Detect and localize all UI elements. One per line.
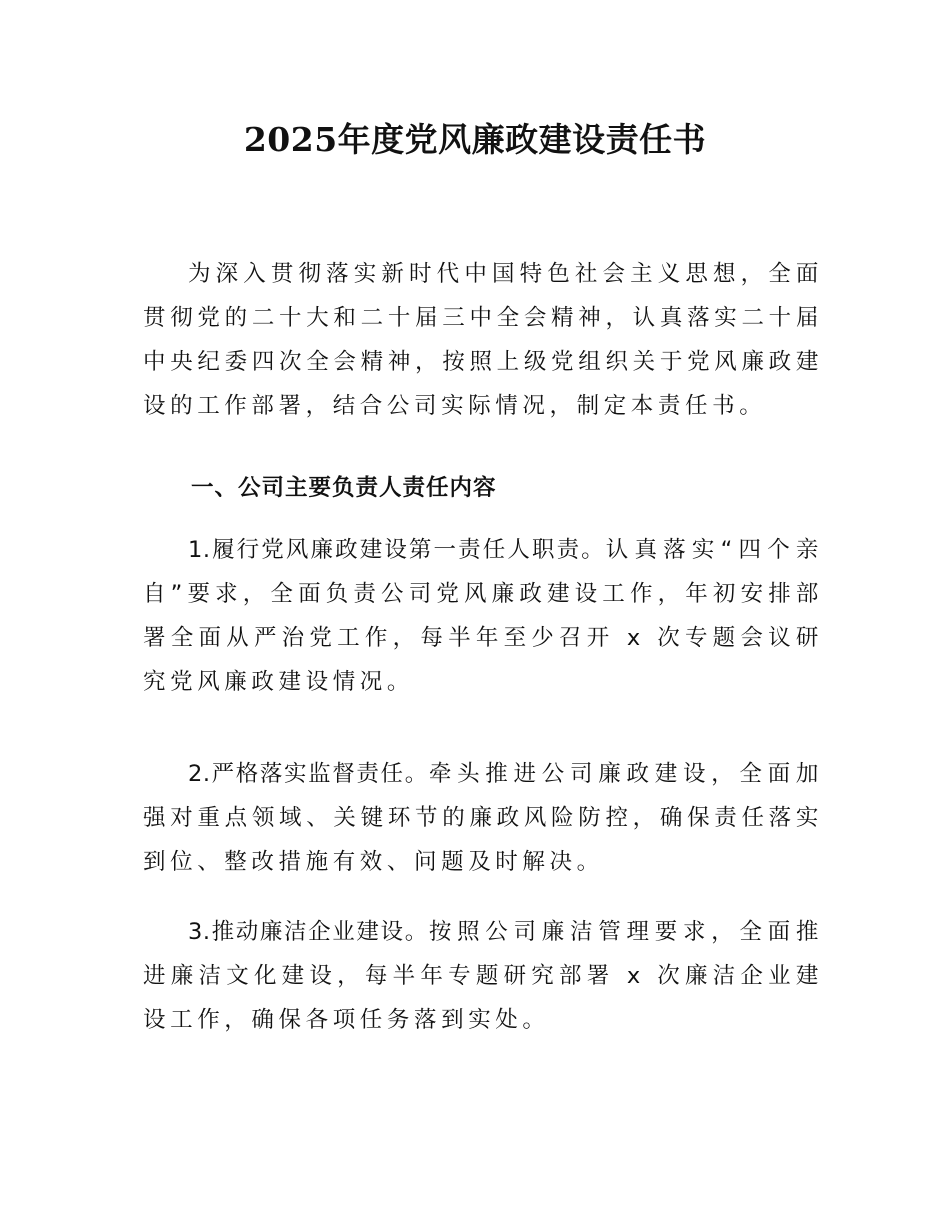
item-text: 牵头推进公司廉政建设，全面加强对重点领域、关键环节的廉政风险防控，确保责任落实到位、整改措施有效、问题及时解决。 (143, 761, 823, 875)
intro-paragraph: 为深入贯彻落实新时代中国特色社会主义思想，全面贯彻党的二十大和二十届三中全会精神，认真落实二十届中央纪委四次全会精神，按照上级党组织关于党风廉政建设的工作部署，结合公司实际情况，制定本责任书。 (143, 261, 823, 419)
item-lead: 3.推动廉洁企业建设。 (188, 919, 429, 945)
section-heading: 一、公司主要负责人责任内容 (191, 475, 497, 501)
responsibility-item-3 (143, 910, 823, 1042)
item-text: 认真落实“四个亲自”要求，全面负责公司党风廉政建设工作，年初安排部署全面从严治党工作，每半年至少召开 x 次专题会议研究党风廉政建设情况。 (143, 537, 824, 695)
item-lead: 1.履行党风廉政建设第一责任人职责。 (188, 537, 606, 563)
item-lead: 2.严格落实监督责任。 (188, 761, 429, 787)
responsibility-item-2 (143, 752, 823, 884)
responsibility-item-1 (143, 528, 823, 704)
document-title: 2025年度党风廉政建设责任书 (243, 120, 707, 159)
item-text: 按照公司廉洁管理要求，全面推进廉洁文化建设，每半年专题研究部署 x 次廉洁企业建设工作，确保各项任务落到实处。 (143, 919, 823, 1033)
